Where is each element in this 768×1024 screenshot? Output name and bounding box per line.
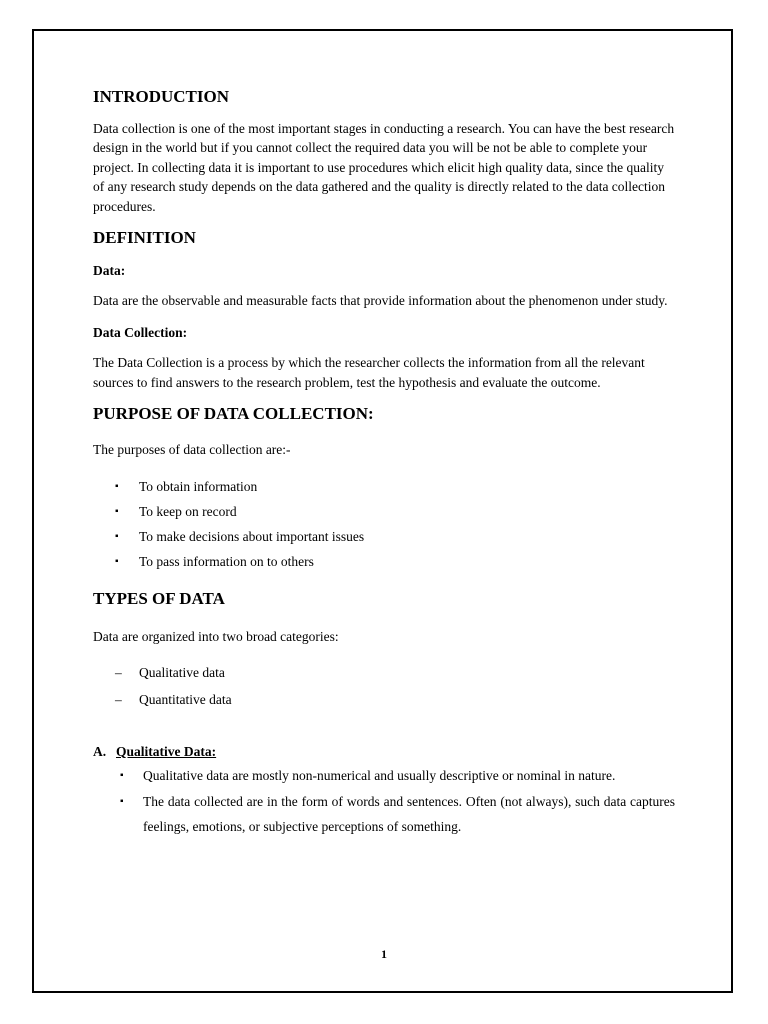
qualitative-section-heading — [93, 742, 675, 761]
introduction-paragraph: Data collection is one of the most important stages in conducting a research. You can have the best research design in the world but if you cannot collect the required data you will be not be able to complete your project. In collecting data it is important to use procedures which elicit high quality data, since the quality of any research study depends on the data gathered and the quality is directly related to the data collection procedures. — [93, 121, 675, 214]
list-item — [93, 502, 675, 521]
data-term-label: Data: — [93, 263, 126, 279]
data-definition-text: Data are the observable and measurable facts that provide information about the phenomenon under study. — [93, 293, 668, 309]
list-item-text: Quantitative data — [139, 692, 232, 708]
purpose-list — [93, 477, 675, 571]
data-collection-definition-text: The Data Collection is a process by which the researcher collects the information from all the relevant sources to find answers to the research problem, test the hypothesis and evaluate the outcome. — [93, 355, 645, 390]
square-bullet-icon: ▪ — [115, 530, 119, 542]
list-item-text: To pass information on to others — [139, 553, 314, 569]
list-item-text: Qualitative data are mostly non-numerical and usually descriptive or nominal in nature. — [143, 768, 616, 784]
square-bullet-icon: ▪ — [120, 770, 124, 782]
document-body — [93, 86, 675, 840]
list-item-text: To keep on record — [139, 503, 237, 519]
data-collection-term-label: Data Collection: — [93, 325, 188, 341]
list-item — [93, 477, 675, 496]
list-item-text: To make decisions about important issues — [139, 528, 365, 544]
page-number: 1 — [381, 947, 387, 961]
list-item — [93, 663, 675, 682]
section-letter: A. — [93, 744, 107, 760]
list-item — [93, 763, 675, 789]
list-item-text: To obtain information — [139, 478, 258, 494]
purpose-intro: The purposes of data collection are:- — [93, 442, 291, 458]
list-item — [93, 789, 675, 840]
square-bullet-icon: ▪ — [115, 555, 119, 567]
qualitative-list — [93, 763, 675, 840]
list-item — [93, 690, 675, 709]
section-title: Qualitative Data: — [116, 744, 217, 760]
introduction-heading: INTRODUCTION — [93, 87, 230, 106]
definition-heading: DEFINITION — [93, 228, 196, 248]
dash-bullet-icon: – — [115, 665, 122, 681]
square-bullet-icon: ▪ — [120, 795, 124, 807]
list-item-text: The data collected are in the form of words and sentences. Often (not always), such data captures feelings, emotions, or subjective perceptions of something. — [143, 793, 675, 835]
types-heading: TYPES OF DATA — [93, 588, 225, 608]
square-bullet-icon: ▪ — [115, 505, 119, 517]
list-item — [93, 552, 675, 571]
types-intro: Data are organized into two broad categories: — [93, 628, 339, 644]
list-item — [93, 527, 675, 546]
square-bullet-icon: ▪ — [115, 480, 119, 492]
types-list — [93, 663, 675, 709]
dash-bullet-icon: – — [115, 692, 122, 708]
list-item-text: Qualitative data — [139, 665, 225, 681]
purpose-heading: PURPOSE OF DATA COLLECTION: — [93, 404, 374, 424]
